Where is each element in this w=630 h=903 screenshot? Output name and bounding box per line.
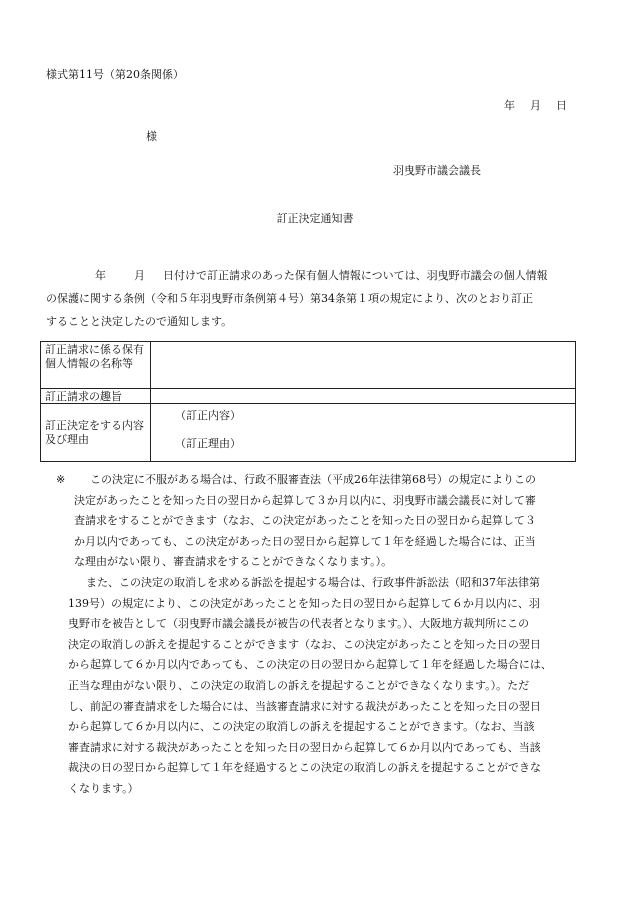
note-line: また、この決定の取消しを求める訴訟を提起する場合は、行政事件訴訟法（昭和37年法律第 [86, 575, 540, 589]
date-year: 年 [504, 99, 515, 112]
note-line: 決定の取消しの訴えを提起することができます（なお、この決定があったことを知った日の翌日 [68, 637, 541, 651]
note-line: か月以内であっても、この決定があった日の翌日から起算して１年を経過した場合には、正当 [74, 534, 536, 548]
intro-line-3: することと決定したので通知します。 [46, 315, 233, 328]
date-month: 月 [530, 99, 541, 112]
intro-line-2: の保護に関する条例（令和５年羽曳野市条例第４号）第34条第１項の規定により、次のとおり訂正 [46, 292, 533, 305]
notes-section [56, 470, 596, 800]
note-line: 決定があったことを知った日の翌日から起算して３か月以内に、羽曳野市議会議長に対して審 [74, 493, 536, 507]
note-line: くなります。） [68, 781, 139, 795]
intro-year: 年 [95, 269, 106, 282]
row-label-request-purpose: 訂正請求の趣旨 [41, 389, 151, 403]
intro-month: 月 [134, 269, 145, 282]
correction-content-label: （訂正内容） [175, 409, 241, 422]
decision-table [40, 341, 576, 462]
note-line: 査請求をすることができます（なお、この決定があったことを知った日の翌日から起算して３ [74, 514, 536, 528]
date-line [504, 97, 567, 113]
row-value-info-name [151, 342, 575, 388]
table-row [41, 389, 575, 404]
addressee: 様 [146, 130, 157, 143]
row-value-request-purpose [151, 389, 575, 403]
form-number: 様式第11号（第20条関係） [46, 68, 184, 81]
row-label-decision-content: 訂正決定をする内容及び理由 [41, 404, 151, 461]
note-line: 審査請求に対する裁決があったことを知った日の翌日から起算して６か月以内であっても、当該 [68, 740, 541, 754]
note-line: 139号）の規定により、この決定があったことを知った日の翌日から起算して６か月以内に、羽 [68, 596, 540, 610]
note-line: 裁決の日の翌日から起算して１年を経過するとこの決定の取消しの訴えを提起することができな [68, 761, 541, 775]
row-label-info-name: 訂正請求に係る保有個人情報の名称等 [41, 342, 151, 388]
note-mark: ※ [56, 473, 66, 486]
note-line: な理由がない限り、審査請求をすることができなくなります。）。 [74, 555, 393, 569]
note-line: 曳野市を被告として（羽曳野市議会議長が被告の代表者となります。）、大阪地方裁判所にこの [68, 617, 530, 631]
intro-paragraph [46, 264, 586, 333]
note-line: し、前記の審査請求をした場合には、当該審査請求に対する裁決があったことを知った日の翌日 [68, 699, 541, 713]
document-title: 訂正決定通知書 [276, 212, 354, 225]
table-row [41, 342, 575, 389]
correction-reason-label: （訂正理由） [175, 437, 241, 450]
note-line: この決定に不服がある場合は、行政不服審査法（平成26年法律第68号）の規定によりこの [90, 473, 536, 486]
date-day: 日 [556, 99, 567, 112]
row-value-decision-content [151, 404, 575, 461]
issuer: 羽曳野市議会議長 [393, 164, 481, 177]
note-line: から起算して６か月以内に、この決定の取消しの訴えを提起することができます。（なお、当該 [68, 720, 535, 734]
note-line: 正当な理由がない限り、この決定の取消しの訴えを提起することができなくなります。）。ただ [68, 678, 530, 692]
intro-line-1: 日付けで訂正請求のあった保有個人情報については、羽曳野市議会の個人情報 [163, 269, 548, 282]
note-line: から起算して６か月以内であっても、この決定の日の翌日から起算して１年を経過した場合には、 [68, 658, 552, 672]
table-row [41, 404, 575, 461]
